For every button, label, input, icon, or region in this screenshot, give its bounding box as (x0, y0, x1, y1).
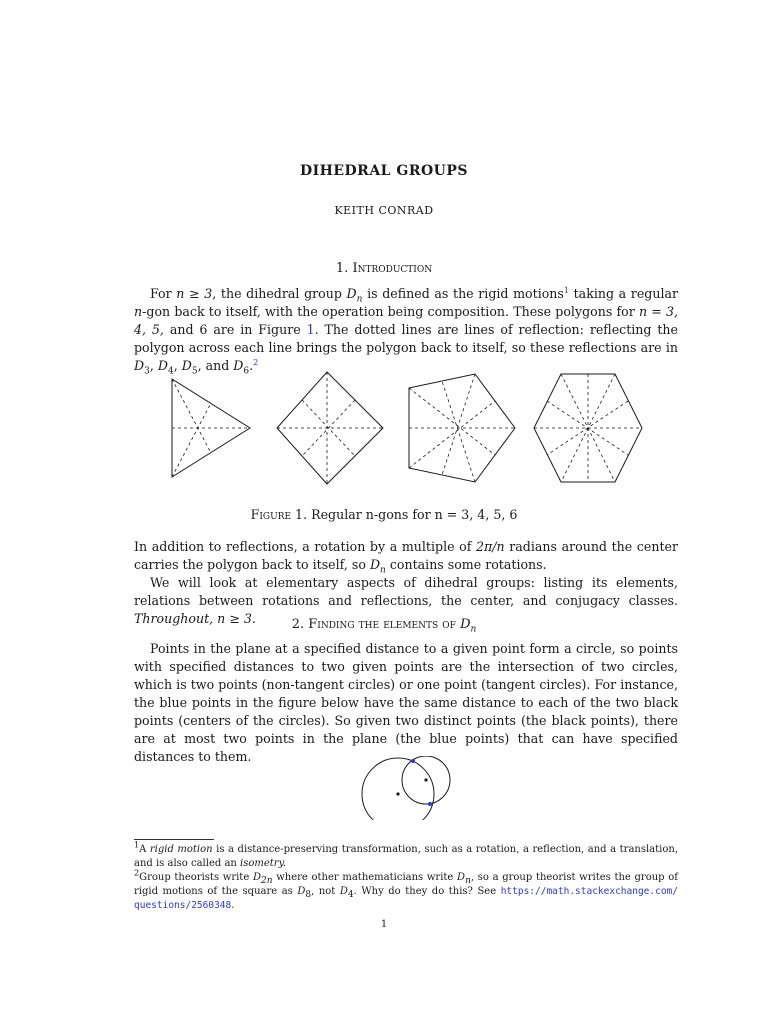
triangle-polygon (172, 379, 250, 477)
pentagon-polygon (409, 374, 515, 482)
footnote-rule (134, 839, 214, 840)
blue-point-top (411, 759, 415, 763)
rotation-paragraph: In addition to reflections, a rotation by a multiple of 2π/n radians around the center carries the polygon back to itself, so $D_n$ contains some rotations. (134, 539, 678, 576)
stackexchange-link-cont[interactable]: questions/2560348 (134, 900, 232, 911)
hexagon-polygon (534, 374, 642, 482)
section-1-title: Introduction (352, 261, 433, 276)
footnote-1: $^1$A rigid motion is a distance-preserving transformation, such as a rotation, a reflection, and a translation, and is also called an isometry. (134, 840, 679, 869)
footnote-ref-2[interactable]: 2 (253, 357, 259, 367)
section-2-number: 2. (291, 617, 305, 632)
circles-paragraph: Points in the plane at a specified distance to a given point form a circle, so points with specified distances to two given points are the intersection of two circles, which is two points (non-tangent circles) or one point (tangent circles). For instance, the blue points in the figure below have the same distance to each of the two black points (centers of the circles). So given two distinct points (the black points), there are at most two points in the plane (the blue points) that can have specified distances to them. (134, 641, 678, 764)
paper-title: DIHEDRAL GROUPS (299, 163, 469, 179)
section-1-number: 1. (335, 261, 349, 276)
figure-caption-text: Regular n-gons for n = 3, 4, 5, 6 (311, 507, 518, 522)
center-point-2 (424, 778, 427, 781)
polygons-figure (134, 366, 678, 486)
large-circle (362, 758, 434, 820)
center-point-1 (396, 792, 399, 795)
author-name: KEITH CONRAD (334, 204, 434, 217)
figure-ref[interactable]: 1 (306, 322, 315, 337)
page-number: 1 (380, 919, 388, 930)
footnote-ref-1[interactable]: 1 (563, 285, 569, 295)
square-polygon (277, 372, 383, 484)
overview-paragraph: We will look at elementary aspects of dihedral groups: listing its elements, relations between rotations and reflections, the center, and conjugacy classes. Throughout, n ≥ 3. (134, 575, 678, 626)
figure-label: Figure 1. (250, 507, 308, 522)
figure-caption (0, 507, 768, 522)
section-2-heading: 2. Finding the elements of $D_n$ (291, 617, 477, 635)
blue-point-bottom (428, 802, 432, 806)
section-2-title: Finding the elements of (308, 617, 456, 632)
intro-paragraph: For n ≥ 3, the dihedral group $D_n$ is defined as the rigid motions$^1$ taking a regular n-gon back to itself, with the operation being composition. These polygons for n = 3, 4, 5, and 6 are in Figure 1. The dotted lines are lines of reflection: reflecting the polygon across each line brings the polygon back to itself, so these reflections are in $D_3$, $D_4$, $D_5$, and $D_6.^2$ (134, 285, 679, 377)
section-1-heading (0, 261, 768, 276)
footnote-2: $^2$Group theorists write $D_{2n}$ where other mathematicians write $D_n$, so a group theorist writes the group of rigid motions of the square as $D_8$, not $D_4$. Why do they do this? See https://math.stackexchange.com/ questions/2560348. (134, 868, 678, 911)
two-circles-figure (354, 756, 454, 820)
stackexchange-link[interactable]: https://math.stackexchange.com/ (500, 886, 678, 897)
